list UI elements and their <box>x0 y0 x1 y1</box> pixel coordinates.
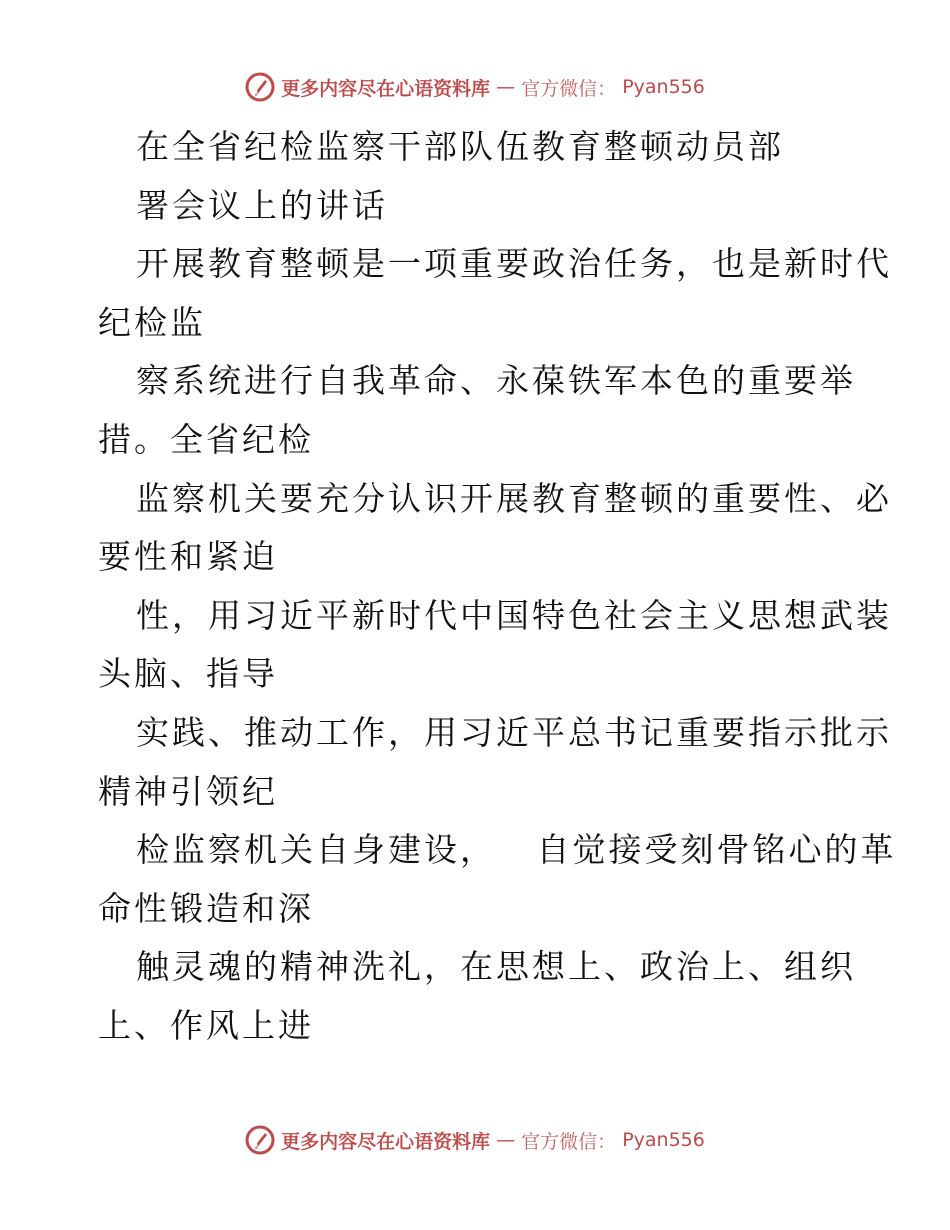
doc-line: 纪检监 <box>98 302 206 342</box>
doc-line: 监察机关要充分认识开展教育整顿的重要性、必 <box>136 478 892 518</box>
banner-wechat-id: Pyan556 <box>622 76 705 98</box>
banner-brand: 更多内容尽在心语资料库 <box>281 77 491 100</box>
banner-wechat-label: 官方微信： <box>521 77 617 100</box>
doc-line: 触灵魂的精神洗礼，在思想上、政治上、组织 <box>136 947 856 987</box>
footer-banner <box>0 1125 950 1155</box>
doc-line: 开展教育整顿是一项重要政治任务，也是新时代 <box>136 244 892 284</box>
doc-line: 署会议上的讲话 <box>136 185 388 225</box>
doc-line: 措。全省纪检 <box>98 419 314 459</box>
quill-logo-icon <box>245 72 275 102</box>
banner-separator: — <box>496 76 516 98</box>
doc-line: 察系统进行自我革命、永葆铁军本色的重要举 <box>136 361 856 401</box>
banner-brand: 更多内容尽在心语资料库 <box>281 1130 491 1153</box>
header-banner <box>0 72 950 102</box>
document-body <box>98 118 897 1056</box>
doc-line: 上、作风上进 <box>98 1005 314 1045</box>
doc-line: 检监察机关自身建设， 自觉接受刻骨铭心的革 <box>136 830 897 870</box>
doc-line: 头脑、指导 <box>98 654 278 694</box>
doc-line: 性，用习近平新时代中国特色社会主义思想武装 <box>136 595 892 635</box>
banner-wechat-id: Pyan556 <box>622 1129 705 1151</box>
banner-separator: — <box>496 1129 516 1151</box>
doc-line: 要性和紧迫 <box>98 537 278 577</box>
doc-line: 实践、推动工作，用习近平总书记重要指示批示 <box>136 712 892 752</box>
doc-line: 命性锻造和深 <box>98 888 314 928</box>
doc-line: 在全省纪检监察干部队伍教育整顿动员部 <box>136 127 784 166</box>
quill-logo-icon <box>245 1125 275 1155</box>
doc-line: 精神引领纪 <box>98 771 278 811</box>
banner-wechat-label: 官方微信： <box>521 1130 617 1153</box>
